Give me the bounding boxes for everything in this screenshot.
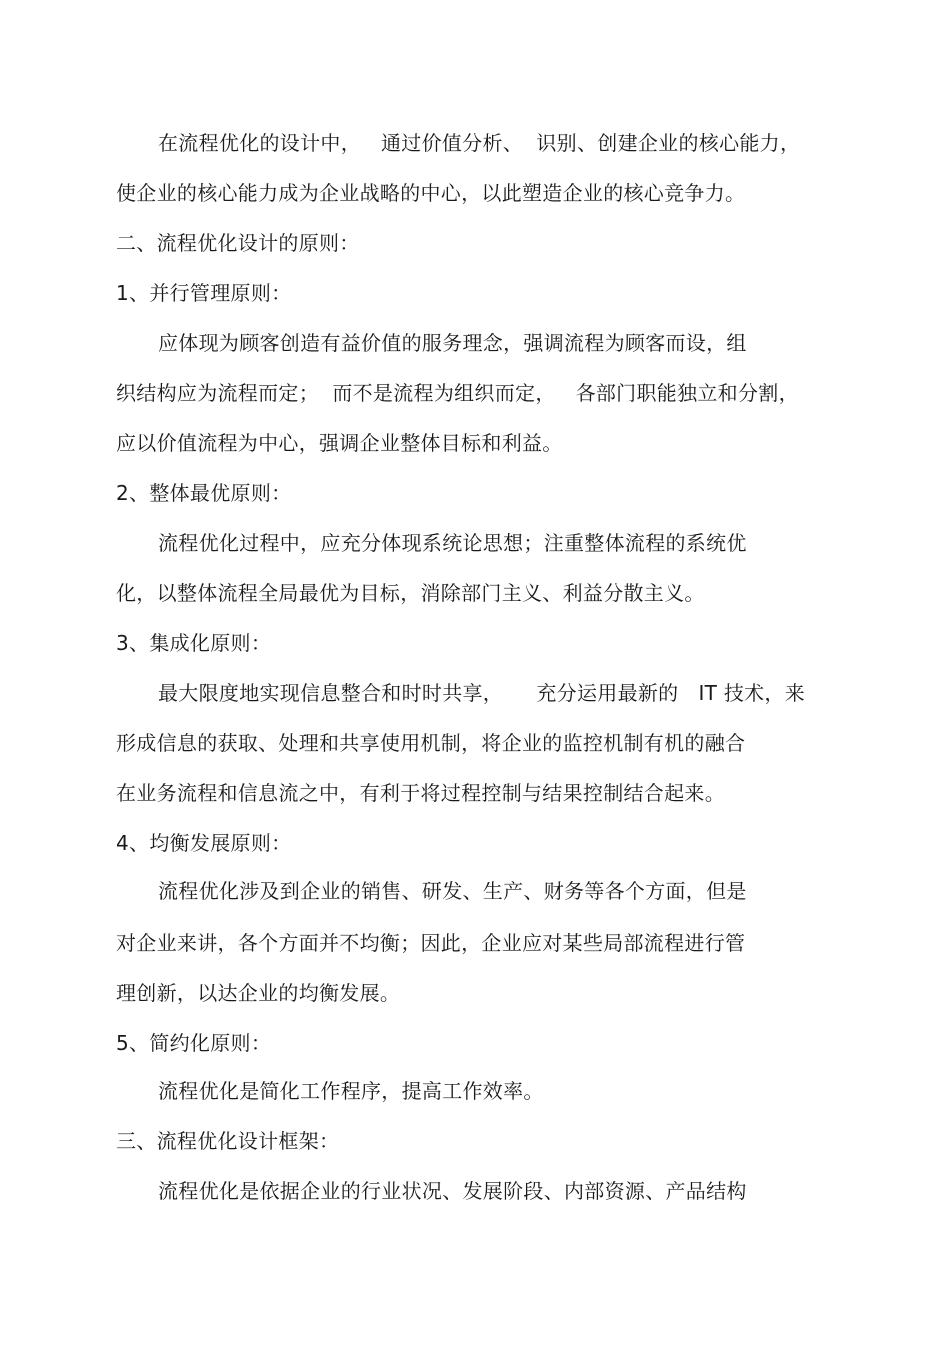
paragraph-line: 理创新，以达企业的均衡发展。 [116,981,401,1005]
paragraph-line: 形成信息的获取、处理和共享使用机制，将企业的监控机制有机的融合 [116,731,746,755]
subsection-heading: 4、均衡发展原则： [116,831,292,855]
paragraph-line: 最大限度地实现信息整合和时时共享， 充分运用最新的 IT 技术，来 [158,681,806,705]
paragraph-line: 流程优化涉及到企业的销售、研发、生产、财务等各个方面，但是 [158,879,747,903]
paragraph-line: 流程优化是依据企业的行业状况、发展阶段、内部资源、产品结构 [158,1179,747,1203]
paragraph-line: 应以价值流程为中心，强调企业整体目标和利益。 [116,431,563,455]
paragraph-line: 织结构应为流程而定； 而不是流程为组织而定， 各部门职能独立和分割， [116,381,799,405]
paragraph-line: 使企业的核心能力成为企业战略的中心，以此塑造企业的核心竞争力。 [116,181,746,205]
paragraph-line: 应体现为顾客创造有益价值的服务理念，强调流程为顾客而设，组 [158,331,747,355]
subsection-heading: 5、简约化原则： [116,1031,272,1055]
paragraph-line: 在流程优化的设计中， 通过价值分析、 识别、创建企业的核心能力， [158,131,801,155]
section-heading: 二、流程优化设计的原则： [116,231,360,255]
section-heading: 三、流程优化设计框架： [116,1129,340,1153]
paragraph-line: 在业务流程和信息流之中，有利于将过程控制与结果控制结合起来。 [116,781,725,805]
subsection-heading: 3、集成化原则： [116,631,272,655]
subsection-heading: 2、整体最优原则： [116,481,292,505]
paragraph-line: 对企业来讲，各个方面并不均衡；因此，企业应对某些局部流程进行管 [116,931,746,955]
paragraph-line: 化，以整体流程全局最优为目标，消除部门主义、利益分散主义。 [116,581,705,605]
subsection-heading: 1、并行管理原则： [116,281,292,305]
paragraph-line: 流程优化过程中，应充分体现系统论思想；注重整体流程的系统优 [158,531,747,555]
paragraph-line: 流程优化是简化工作程序，提高工作效率。 [158,1079,544,1103]
